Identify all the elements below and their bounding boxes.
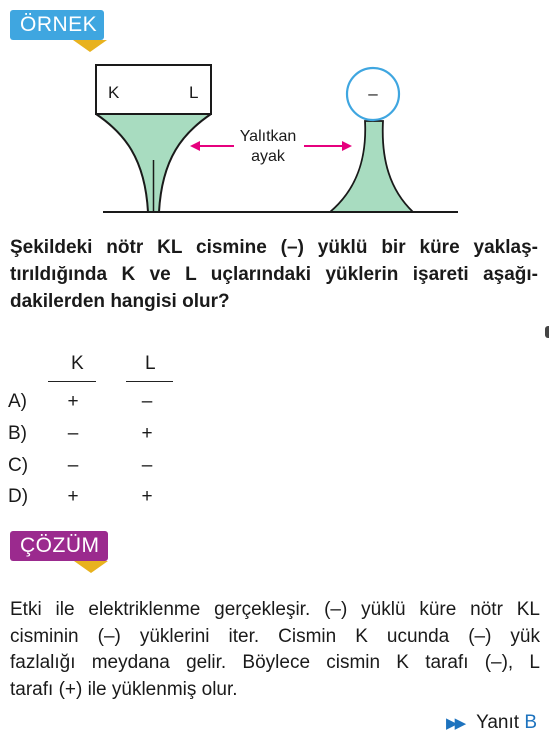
answer-value: B	[524, 712, 537, 733]
electroscope-figure	[0, 50, 549, 220]
solution-text	[10, 597, 540, 703]
option-k-value: –	[67, 423, 79, 444]
options-header-k: K	[71, 353, 84, 374]
option-l-value: +	[141, 486, 153, 507]
option-l-value: –	[141, 455, 153, 476]
sphere-charge-sign: –	[368, 84, 378, 103]
left-arrow	[190, 141, 234, 151]
question-text	[10, 234, 538, 315]
option-l-value: –	[141, 391, 153, 412]
sphere-stand	[330, 121, 413, 212]
option-l-value: +	[141, 423, 153, 444]
question-line: Şekildeki nötr KL cismine (–) yüklü bir küre yaklaş-	[10, 237, 538, 258]
page-edge-mark	[545, 326, 549, 338]
option-letter: C)	[8, 455, 29, 476]
option-k-value: +	[67, 486, 79, 507]
option-k-value: –	[67, 455, 79, 476]
options-header-k-rule	[48, 381, 96, 382]
ornek-badge-label: ÖRNEK	[10, 10, 104, 40]
solution-line: Etki ile elektriklenme gerçekleşir. (–) yüklü küre nötr KL	[10, 599, 540, 620]
solution-line: tarafı (+) ile yüklenmiş olur.	[10, 678, 238, 700]
question-line: tırıldığında K ve L uçlarındaki yüklerin işareti aşağı-	[10, 264, 538, 285]
option-letter: B)	[8, 423, 27, 444]
answer-arrows-icon: ▶▶	[446, 715, 464, 732]
insulator-label-line1: Yalıtkan	[239, 128, 297, 145]
options-header-l: L	[145, 353, 156, 374]
option-k-value: +	[67, 391, 79, 412]
right-arrow	[304, 141, 352, 151]
solution-line: cisminin (–) yüklerini iter. Cismin K ucunda (–) yük	[10, 625, 540, 647]
answer-label: Yanıt	[476, 712, 520, 733]
cozum-badge-label: ÇÖZÜM	[10, 531, 108, 561]
question-line: dakilerden hangisi olur?	[10, 291, 230, 312]
insulator-label-line2: ayak	[251, 148, 285, 165]
cozum-badge-tail	[74, 561, 108, 573]
kl-l-label: L	[189, 83, 199, 102]
answer	[446, 712, 537, 734]
kl-k-label: K	[108, 83, 120, 102]
option-letter: A)	[8, 391, 27, 412]
option-letter: D)	[8, 486, 29, 507]
options-header-l-rule	[126, 381, 173, 382]
solution-line: fazlalığı meydana gelir. Böylece cismin K tarafı (–), L	[10, 652, 540, 673]
